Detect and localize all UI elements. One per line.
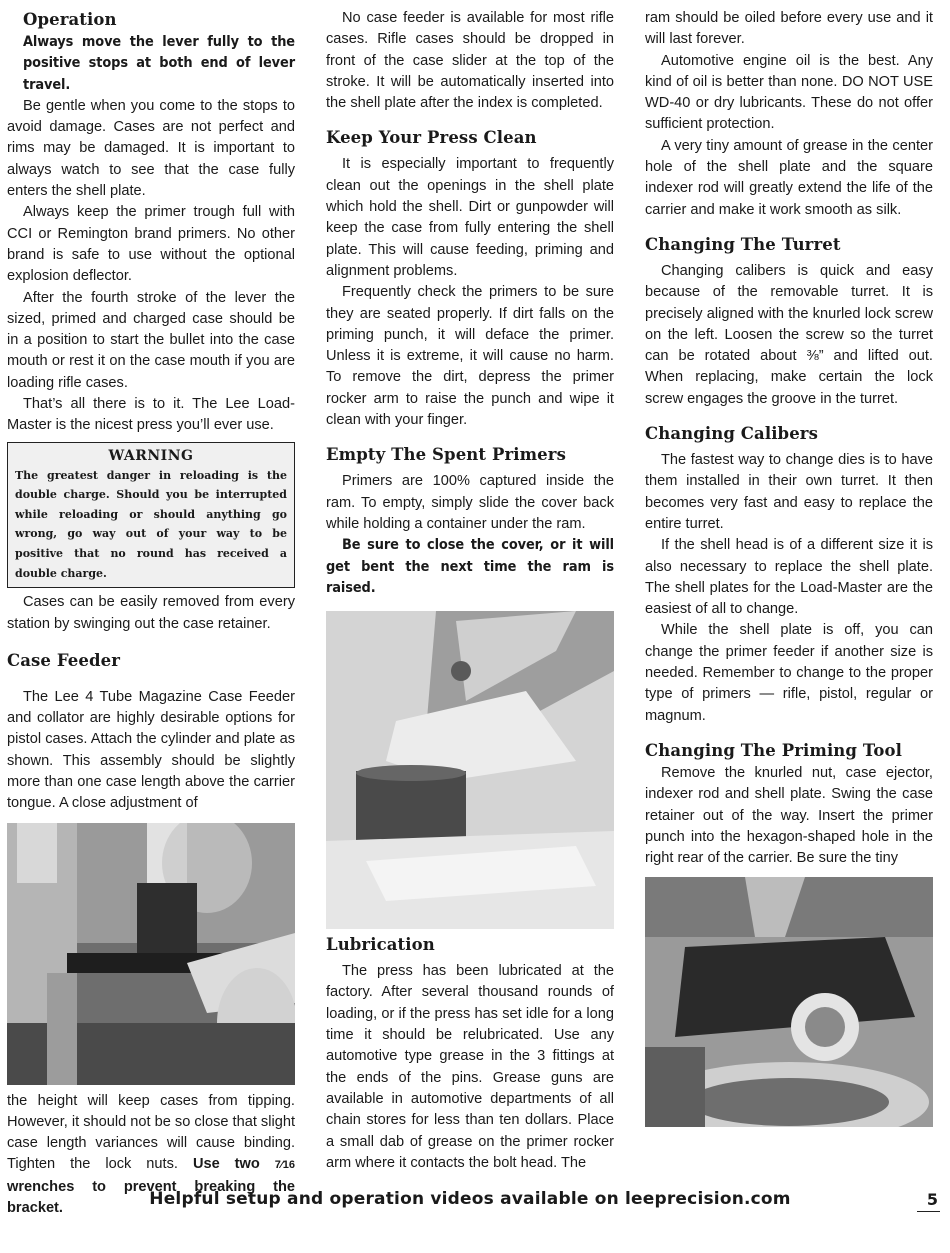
feeder-rifle-p: No case feeder is available for most rifle cases. Rifle cases should be dropped in front of the case slider at the top of the stroke. It will be automatically inserted into the shell plate after the index is completed. — [326, 10, 614, 112]
case-feeder-bold-a: Use two — [192, 1156, 275, 1173]
case-feeder-photo — [7, 823, 295, 1085]
warning-text: The greatest danger in reloading is the double charge. Should you be interrupted while reloading or should anything go wrong, go way out of your way to be positive that no round has received a double charge. — [15, 468, 287, 580]
wrench-fraction: 7⁄16 — [274, 1159, 295, 1172]
case-feeder-p1: The Lee 4 Tube Magazine Case Feeder and collator are highly desirable options for pistol cases. Attach the cylinder and plate as shown. This assembly should be slightly more than one case length above the carrier tongue. A close adjustment of — [7, 688, 295, 812]
column-middle — [326, 8, 614, 1174]
changing-calibers-heading: Changing Calibers — [645, 424, 818, 444]
case-feeder-p2-text: the height will keep cases from tipping. However, it should not be so close that slight case length variances will cause binding. Tighten the lock nuts. — [7, 1092, 295, 1173]
warning-box — [7, 442, 295, 589]
lubrication-p1: The press has been lubricated at the factory. After several thousand rounds of loading, or if the press has set idle for a long time it should be relubricated. Use any automotive type grease in the 3 fittings at the ends of the pins. Grease guns are available in automotive departments of all chain stores for less than ten dollars. Place a small dab of grease on the primer rocker arm where it contacts the bolt head. The — [326, 963, 614, 1171]
spent-primers-heading: Empty The Spent Primers — [326, 445, 566, 465]
keep-clean-heading: Keep Your Press Clean — [326, 128, 537, 148]
case-feeder-heading: Case Feeder — [7, 650, 120, 670]
calibers-p2: If the shell head is of a different size it is also necessary to replace the shell plate. The shell plates for the Load-Master are the easiest of all to change. — [645, 537, 933, 618]
calibers-p3: While the shell plate is off, you can change the primer feeder if another size is needed. Remember to change to the proper type of primers — rifle, pistol, regular or magnum. — [645, 622, 933, 724]
case-feeder-bold-b: wrenches to prevent breaking the bracket. — [7, 1178, 295, 1217]
keep-clean-p2: Frequently check the primers to be sure they are seated properly. If dirt falls on the priming punch, it will deface the primer. Unless it is extreme, it will cause no harm. To remove the dirt, depress the primer rocker arm to raise the punch and wipe it clean with your finger. — [326, 284, 614, 429]
operation-p2: Always keep the primer trough full with CCI or Remington brand primers. No other brand is safe to use without the optional explosion deflector. — [7, 204, 295, 285]
operation-p4: That’s all there is to it. The Lee Load-Master is the nicest press you’ll ever use. — [7, 396, 295, 434]
keep-clean-p1: It is especially important to frequently clean out the openings in the shell plate which hold the shell. Dirt or gunpowder will keep the case from fully entering the shell plate. This will cause feeding, priming and alignment problems. — [326, 156, 614, 279]
spent-primers-photo — [326, 611, 614, 929]
page-number: 5 — [917, 1190, 940, 1212]
column-right — [645, 8, 933, 1127]
operation-heading: Operation — [23, 10, 117, 29]
lubrication-heading: Lubrication — [326, 935, 435, 955]
changing-turret-p: Changing calibers is quick and easy because of the removable turret. It is precisely aligned with the knurled lock screw on the left. Loosen the screw so the turret can be rotated about ⅜” and lifted out. When replacing, make certain the lock screw engages the groove in the turret. — [645, 262, 933, 407]
column-left — [7, 8, 295, 1219]
calibers-p1: The fastest way to change dies is to have them installed in their own turret. It then becomes very fast and easy to replace the entire turret. — [645, 452, 933, 532]
spent-primers-p1: Primers are 100% captured inside the ram. To empty, simply slide the cover back while holding a container under the ram. — [326, 473, 614, 532]
warning-title: WARNING — [108, 447, 194, 464]
priming-tool-p1: Remove the knurled nut, case ejector, indexer rod and shell plate. Swing the case retainer out of the way. Insert the primer punch into the hexagon-shaped hole in the right rear of the carrier. Be sure the tiny — [645, 764, 933, 867]
priming-tool-photo — [645, 877, 933, 1127]
lubrication-p3: Automotive engine oil is the best. Any kind of oil is better than none. DO NOT USE WD-40 or dry lubricants. These do not offer sufficient protection. — [645, 52, 933, 133]
lubrication-p2: ram should be oiled before every use and it will last forever. — [645, 10, 933, 48]
spent-primers-bold: Be sure to close the cover, or it will get bent the next time the ram is raised. — [326, 537, 614, 596]
operation-p5: Cases can be easily removed from every station by swinging out the case retainer. — [7, 594, 295, 632]
priming-tool-heading: Changing The Priming Tool — [645, 740, 902, 760]
operation-bold: Always move the lever fully to the positive stops at both end of lever travel. — [23, 34, 295, 93]
changing-turret-heading: Changing The Turret — [645, 234, 841, 254]
operation-p1: Be gentle when you come to the stops to avoid damage. Cases are not perfect and rims may be damaged. It is important to always watch to see that the case fully enters the shell plate. — [7, 97, 295, 200]
lubrication-p4: A very tiny amount of grease in the center hole of the shell plate and the square indexer rod will greatly extend the life of the carrier and make it work smooth as silk. — [645, 137, 933, 218]
operation-p3: After the fourth stroke of the lever the sized, primed and charged case should be in a position to start the bullet into the case mouth or rest it on the case mouth if you are loading rifle cases. — [7, 289, 295, 391]
footer-text: Helpful setup and operation videos available on leeprecision.com — [149, 1189, 791, 1209]
